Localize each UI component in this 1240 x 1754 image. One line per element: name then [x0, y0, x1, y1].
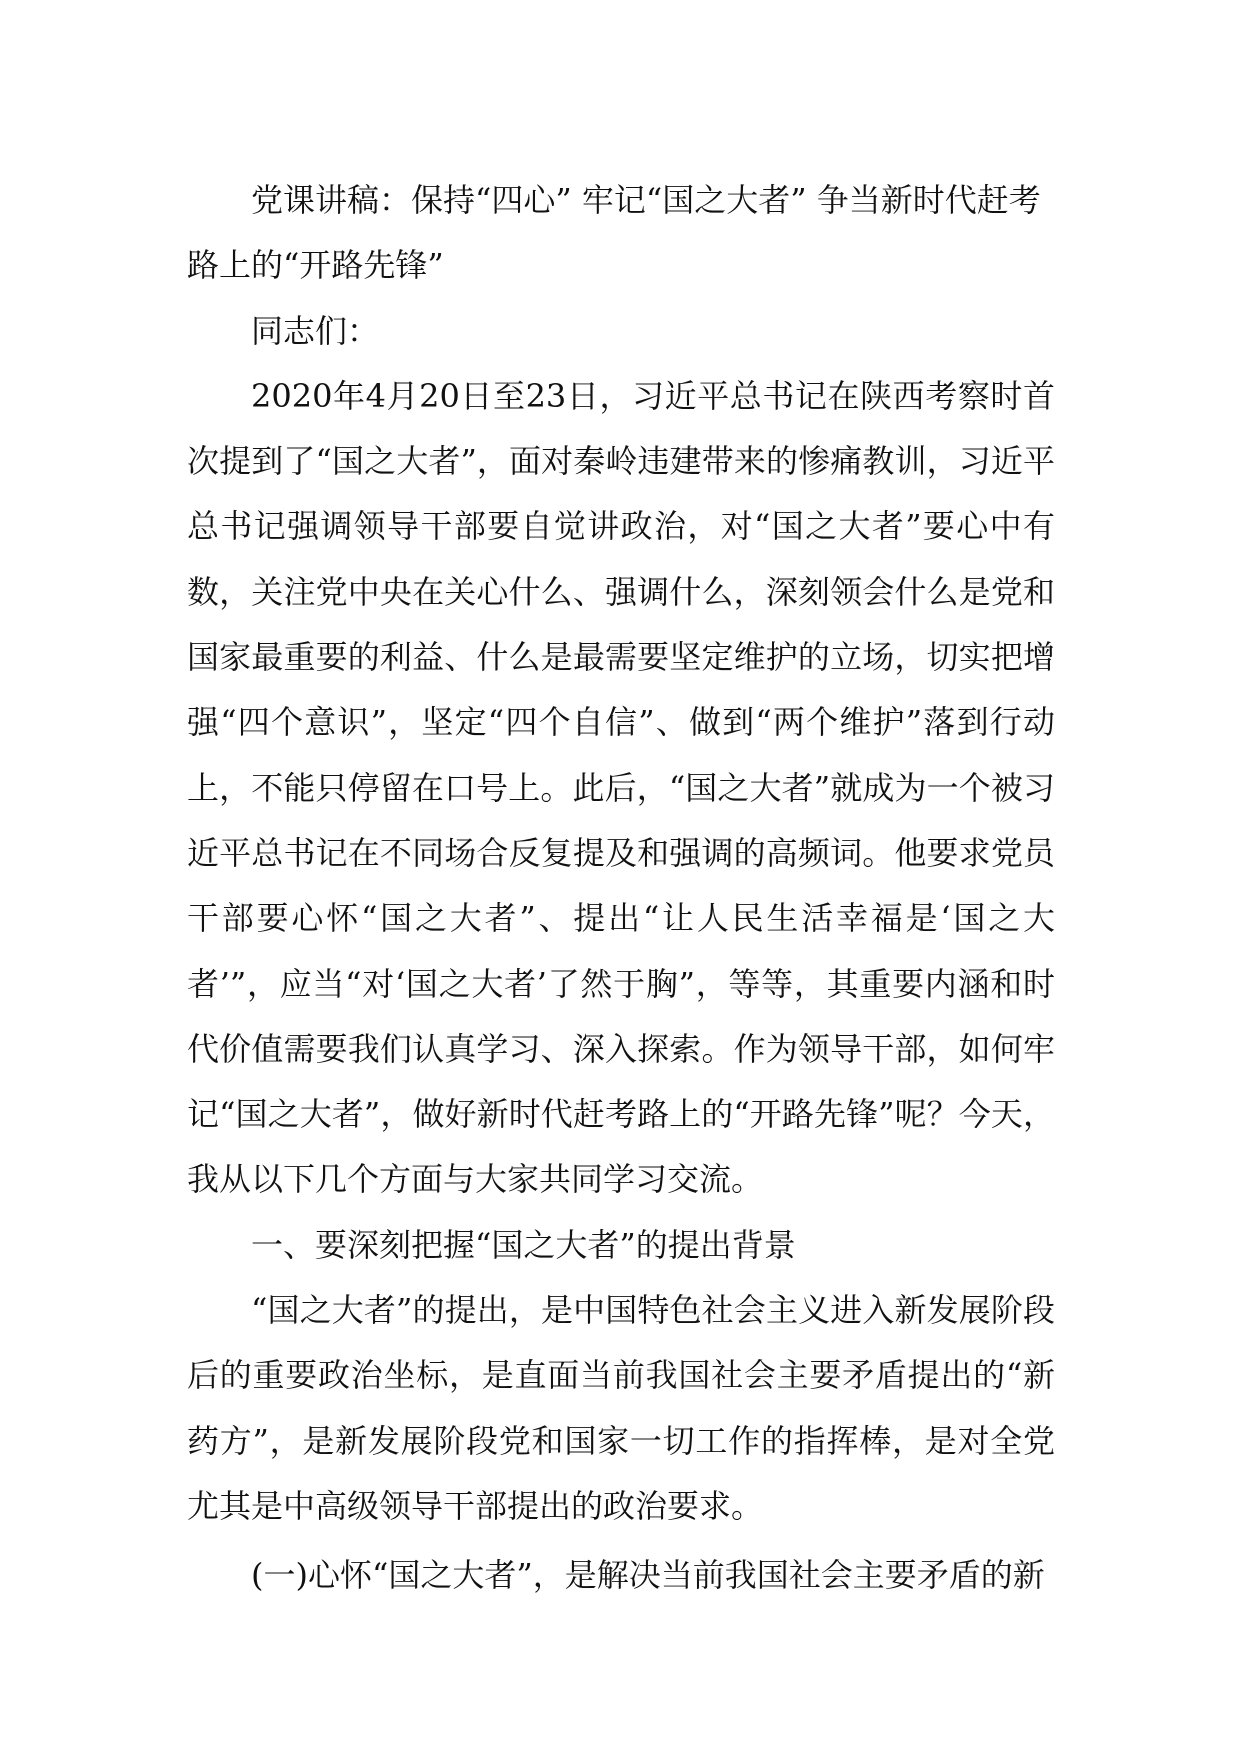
section-paragraph: “国之大者”的提出，是中国特色社会主义进入新发展阶段后的重要政治坐标，是直面当前我国社会主要矛盾提出的“新药方”，是新发展阶段党和国家一切工作的指挥棒，是对全党尤其是中高级领导干部提出的政治要求。: [187, 1291, 1055, 1525]
section-heading: 一、要深刻把握“国之大者”的提出背景: [251, 1225, 796, 1264]
body-paragraph: 2020年4月20日至23日，习近平总书记在陕西考察时首次提到了“国之大者”，面对秦岭违建带来的惨痛教训，习近平总书记强调领导干部要自觉讲政治，对“国之大者”要心中有数，关注党中央在关心什么、强调什么，深刻领会什么是党和国家最重要的利益、什么是最需要坚定维护的立场，切实把增强“四个意识”，坚定“四个自信”、做到“两个维护”落到行动上，不能只停留在口号上。此后，“国之大者”就成为一个被习近平总书记在不同场合反复提及和强调的高频词。他要求党员干部要心怀“国之大者”、提出“让人民生活幸福是‘国之大者’”，应当“对‘国之大者’了然于胸”，等等，其重要内涵和时代价值需要我们认真学习、深入探索。作为领导干部，如何牢记“国之大者”，做好新时代赶考路上的“开路先锋”呢？今天，我从以下几个方面与大家共同学习交流。: [187, 376, 1055, 1199]
subsection-heading: (一)心怀“国之大者”，是解决当前我国社会主要矛盾的新: [251, 1556, 1045, 1595]
greeting: 同志们：: [251, 311, 380, 350]
document-page: [187, 168, 1055, 1609]
document-title: 党课讲稿：保持“四心” 牢记“国之大者” 争当新时代赶考路上的“开路先锋”: [187, 181, 1041, 285]
